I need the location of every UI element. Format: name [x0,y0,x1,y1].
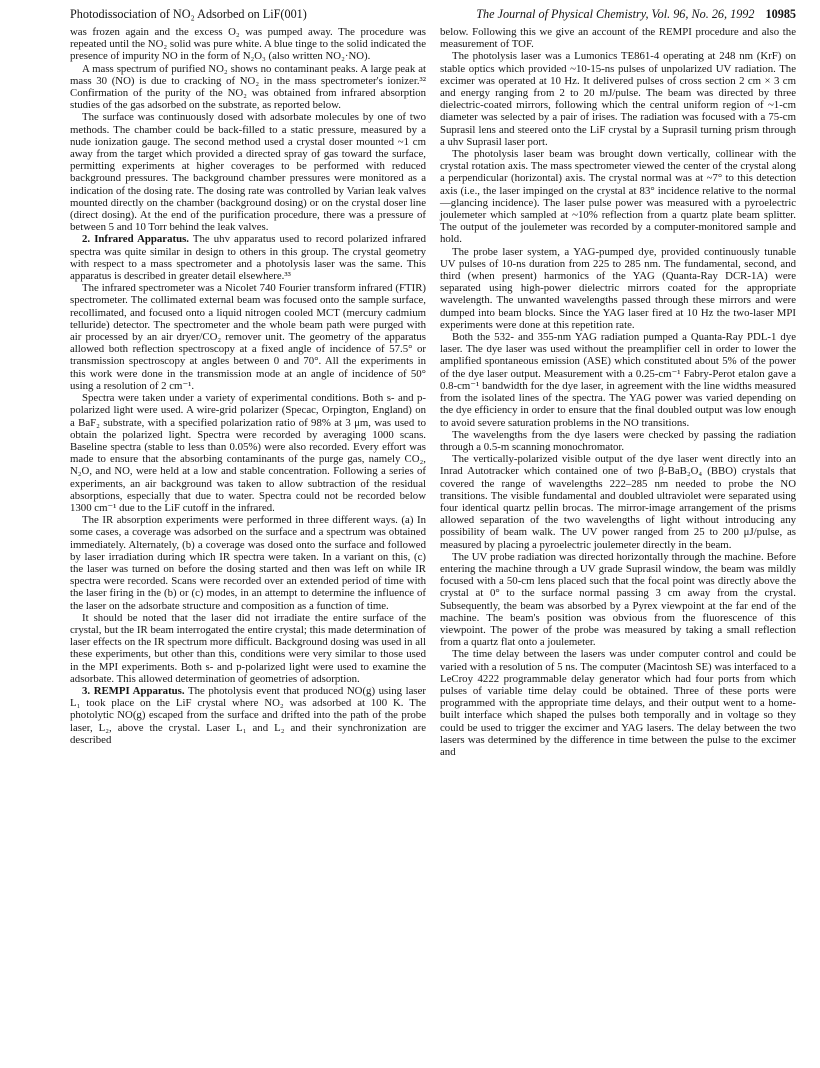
paragraph-text: Both the 532- and 355-nm YAG radiation pumped a Quanta-Ray PDL-1 dye laser. The dye laser was used without the preamplifier cell in order to lower the amplified spontaneous emission (ASE) which constituted about 5% of the power of the dye laser output. Measurement with a 0.25-cm⁻¹ Fabry-Perot etalon gave a 0.8-cm⁻¹ bandwidth for the dye laser, in agreement with the line widths measured from the isolated lines of the spectra. The YAG power was varied depending on the dye efficiency in order to ensure that the final doubled output was low enough to avoid severe saturation problems in the NO transitions. [440,331,796,429]
running-head-title: Photodissociation of NO₂ Adsorbed on LiF(001) [70,7,307,21]
body-paragraph [70,685,426,746]
running-head [70,6,796,26]
body-paragraph [440,453,796,551]
body-paragraph [70,111,426,233]
paragraph-text: The infrared spectrometer was a Nicolet 740 Fourier transform infrared (FTIR) spectrometer. The collimated external beam was focused onto the sample surface, recollimated, and focused onto a liquid nitrogen cooled MCT (mercury cadmium telluride) detector. The spectrometer and the whole beam path were purged with air processed by an air dryer/CO₂ remover unit. The geometry of the apparatus allowed both reflection spectroscopy at a fixed angle of incidence of 57.5° or transmission spectroscopy at angles between 0 and 70°. All the experiments in this work were done in the transmission mode at an angle of incidence of 50° using a resolution of 2 cm⁻¹. [70,282,426,392]
body-paragraph [440,148,796,246]
paragraph-text: The IR absorption experiments were performed in three different ways. (a) In some cases, a coverage was adsorbed on the surface and a spectrum was obtained immediately. Alternately, (b) a coverage was dosed onto the surface and followed by laser irradiation during which IR spectra were taken. In a variant on this, (c) the laser was turned on before the dosing started and then was left on while IR spectra were recorded. Scans were recorded over an extended period of time with the laser firing in the (b) or (c) modes, in an attempt to determine the influence of the laser on the adsorbate structure and composition as a function of time. [70,514,426,612]
paragraph-text: The vertically-polarized visible output of the dye laser went directly into an Inrad Autotracker which contained one of two β-BaB₂O₄ (BBO) crystals that covered the range of wavelengths 222–285 nm needed to probe the NO transitions. The visible fundamental and doubled ultraviolet were separated using four identical quartz pellin brocas. The mirror-image arrangement of the prisms allowed separation of the two wavelengths of light without introducing any possibility of beam walk. The UV power ranged from 25 to 200 μJ/pulse, as measured by placing a pyroelectric joulemeter directly in the beam. [440,453,796,551]
body-paragraph [440,26,796,50]
paragraph-text: The photolysis laser was a Lumonics TE861-4 operating at 248 nm (KrF) on stable optics which provided ~10-15-ns pulses of unpolarized UV radiation. The excimer was operated at 10 Hz. It delivered pulses of cross section 2 cm × 3 cm and energy ranging from 2 to 20 mJ/pulse. The beam was directed by three dielectric-coated mirrors, following which the central uniform region of ~1-cm diameter was selected by a pair of irises. The radiation was focused with a 75-cm Suprasil lens and steered onto the LiF crystal by a Suprasil turning prism through a uhv Suprasil laser port. [440,50,796,148]
body-columns [70,26,796,758]
body-paragraph [440,648,796,758]
paragraph-text: below. Following this we give an account of the REMPI procedure and also the measurement of TOF. [440,26,796,51]
body-paragraph [70,514,426,612]
paragraph-text: The photolysis laser beam was brought down vertically, collinear with the crystal rotation axis. The mass spectrometer viewed the center of the crystal along a perpendicular (horizontal) axis. The crystal normal was at ~7° to this detection axis (i.e., the laser impinged on the crystal at 83° incidence relative to the normal—glancing incidence). The laser pulse power was measured with a pyroelectric joulemeter which sampled at ~10% reflection from a quartz plate beam splitter. The output of the joulemeter was recorded by a computer-monitored sample and hold. [440,148,796,246]
body-paragraph [440,50,796,148]
body-paragraph [70,63,426,112]
body-paragraph [440,246,796,331]
running-head-right [476,6,796,22]
paragraph-text: The time delay between the lasers was under computer control and could be varied with a resolution of 5 ns. The computer (Macintosh SE) was interfaced to a LeCroy 4222 programmable delay generator which had four ports from which pulses of variable time delay could be obtained. Three of these ports were programmed with the appropriate time delays, and their output went to a home-built interface which shaped the pulses both temporally and in voltage so they could be used to trigger the excimer and YAG lasers. The delay between the two lasers was determined by the difference in time between the pulse to the excimer and [440,648,796,758]
body-paragraph [440,429,796,453]
paragraph-text: The UV probe radiation was directed horizontally through the machine. Before entering the machine through a UV grade Suprasil window, the beam was mildly focused with a 50-cm lens placed such that the focal point was directly above the crystal at 0° to the surface normal passing 3 cm away from the crystal. Subsequently, the beam was absorbed by a Pyrex viewpoint at the far end of the machine. The beam's position was obvious from the fluorescence of this viewpoint. The power of the probe was measured by taking a small reflection from a quartz flat onto a joulemeter. [440,550,796,649]
body-paragraph [70,282,426,392]
paragraph-text: was frozen again and the excess O₂ was pumped away. The procedure was repeated until the NO₂ solid was pure white. A blue tinge to the solid indicated the presence of impurity NO in the form of N₂O₃ (also written NO₂·NO). [70,26,426,63]
journal-citation: The Journal of Physical Chemistry, Vol. 96, No. 26, 1992 [476,7,755,21]
body-paragraph [440,331,796,429]
page-number: 10985 [765,7,796,21]
body-paragraph [440,551,796,649]
section-heading: 3. REMPI Apparatus. [82,684,185,697]
paragraph-text: The uhv apparatus used to record polarized infrared spectra was quite similar in design to others in this group. The crystal geometry with respect to a mass spectrometer and a photolysis laser was the same. This apparatus is described in greater detail elsewhere.³³ [70,233,426,283]
body-paragraph [70,612,426,685]
right-column [440,26,796,758]
paragraph-text: The surface was continuously dosed with adsorbate molecules by one of two methods. The chamber could be back-filled to a static pressure, measured by a nude ionization gauge. The second method used a crystal doser mounted ~1 cm away from the target which provided a directed spray of gas toward the surface, permitting experiments at higher coverages to be performed with reduced background pressures. The background chamber pressures were monitored as a indication of the dosing rate. The dosing rate was controlled by Varian leak valves mounted directly on the chamber (background dosing) or on the crystal doser line (direct dosing). At the end of the purification procedure, there was a pressure of between 5 and 10 Torr behind the leak valves. [70,111,426,234]
paragraph-text: The probe laser system, a YAG-pumped dye, provided continuously tunable UV pulses of 10-ns duration from 225 to 285 nm. The fundamental, second, and third (when present) harmonics of the YAG (Quanta-Ray DCR-1A) were separated using high-power dielectric mirrors coated for the appropriate wavelength. The unwanted wavelengths passed through these mirrors and were dumped into beam blocks. Since the YAG laser fired at 10 Hz the two-laser MPI experiments were done at this repetition rate. [440,245,796,331]
body-paragraph [70,392,426,514]
body-paragraph [70,26,426,63]
paragraph-text: The wavelengths from the dye lasers were checked by passing the radiation through a 0.5-m scanning monochromator. [440,428,796,453]
paragraph-text: A mass spectrum of purified NO₂ shows no contaminant peaks. A large peak at mass 30 (NO) is due to cracking of NO₂ in the mass spectrometer's ionizer.³² Confirmation of the purity of the NO₂ was obtained from infrared absorption studies of the gas adsorbed on the substrate, as reported below. [70,62,426,112]
body-paragraph [70,233,426,282]
section-heading: 2. Infrared Apparatus. [82,233,189,246]
paragraph-text: Spectra were taken under a variety of experimental conditions. Both s- and p-polarized light were used. A wire-grid polarizer (Specac, Orpington, England) on a BaF₂ substrate, with a specified polarization ratio of 98% at 3 μm, was used to obtain the polarized light. Spectra were recorded by averaging 1000 scans. Baseline spectra (stable to less than 0.05%) were also recorded. Every effort was made to ensure that the absorbing contaminants of the purge gas, namely CO₂, N₂O, and NO, were held at a low and stable concentration. Following a series of experiments, an air background was taken to allow subtraction of the residual absorptions, especially that due to water. Spectra could not be recorded below 1300 cm⁻¹ due to the LiF cutoff in the infrared. [70,392,426,514]
paragraph-text: The photolysis event that produced NO(g) using laser L₁ took place on the LiF crystal where NO₂ was adsorbed at 100 K. The photolytic NO(g) escaped from the surface and drifted into the path of the probe laser, L₂, above the crystal. Laser L₁ and L₂ and their synchronization are described [70,684,426,746]
left-column [70,26,426,758]
paragraph-text: It should be noted that the laser did not irradiate the entire surface of the crystal, but the IR beam interrogated the entire crystal; this made determination of laser effects on the IR spectrum more difficult. Background dosing was used in all these experiments, but other than this, conditions were very similar to those used in the MPI experiments. Both s- and p-polarized light were used to examine the adsorbate. This allowed determination of geometries of adsorption. [70,611,426,685]
